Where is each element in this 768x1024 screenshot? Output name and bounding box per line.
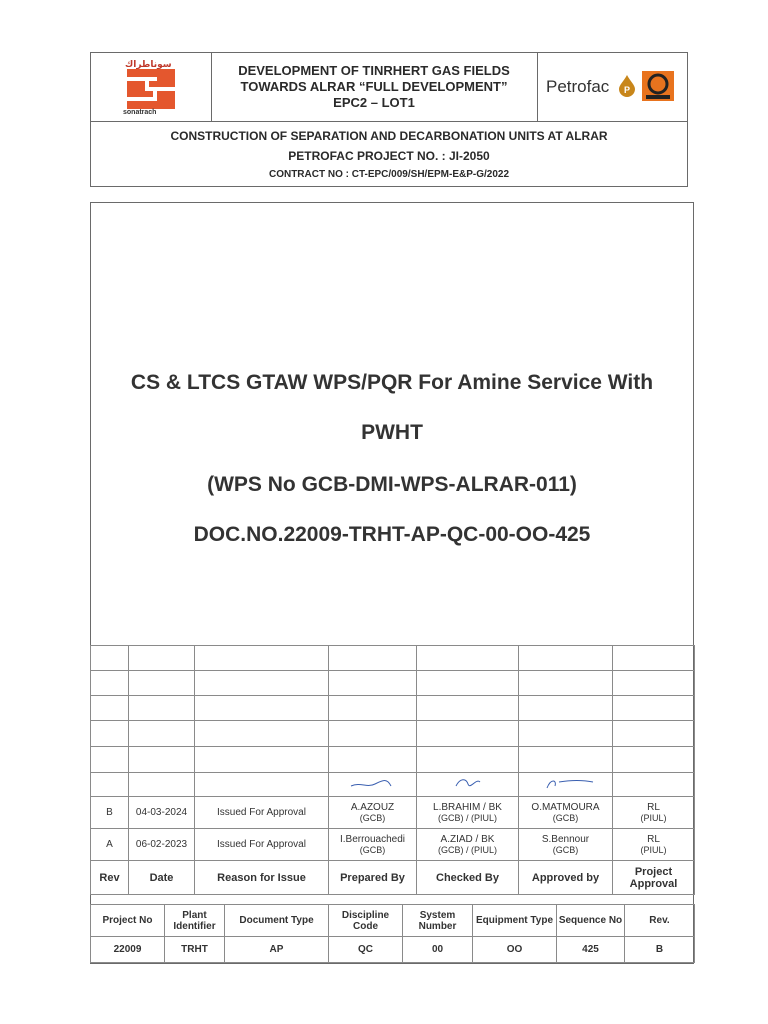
header-rev: Rev. [625, 905, 695, 937]
rev-prepared-by [329, 797, 417, 829]
value-sequence-no: 425 [557, 937, 625, 963]
checked-name: A.ZIAD / BK [440, 834, 495, 845]
prepared-org: (GCB) [359, 813, 386, 823]
rev-approved-by [519, 829, 613, 861]
contract-number: CONTRACT NO : CT-EPC/009/SH/EPM-E&P-G/2022 [268, 169, 510, 180]
contractor-logo-cell [537, 53, 690, 121]
approved-org: (GCB) [552, 845, 579, 855]
header-project-no: Project No [91, 905, 165, 937]
header-document-type: Document Type [225, 905, 329, 937]
header-date: Date [129, 861, 195, 895]
checked-name: L.BRAHIM / BK [433, 802, 502, 813]
prepared-name: A.AZOUZ [350, 802, 395, 813]
value-plant-identifier: TRHT [165, 937, 225, 963]
rev-approved-by [519, 797, 613, 829]
rev-reason: Issued For Approval [195, 829, 329, 861]
project-title-cell [211, 53, 537, 121]
project-title-line-1: DEVELOPMENT OF TINRHERT GAS FIELDS [238, 63, 510, 78]
revision-table [90, 645, 695, 895]
project-approver: RL [647, 802, 660, 813]
empty-revision-row [91, 696, 695, 721]
header-system-number: System Number [403, 905, 473, 937]
sonatrach-name: sonatrach [123, 109, 157, 116]
checker-signature [417, 773, 519, 797]
rev-checked-by [417, 829, 519, 861]
signature-icon [531, 774, 601, 792]
header-equipment-type: Equipment Type [473, 905, 557, 937]
sonatrach-arabic-text: سوناطراك [125, 59, 172, 69]
rev-project-approval [613, 829, 695, 861]
approved-org: (GCB) [552, 813, 579, 823]
header-discipline-code: Discipline Code [329, 905, 403, 937]
project-title-line-3: EPC2 – LOT1 [333, 95, 415, 110]
empty-revision-row [91, 721, 695, 747]
rev-checked-by [417, 797, 519, 829]
header-sequence-no: Sequence No [557, 905, 625, 937]
petrofac-project-number: PETROFAC PROJECT NO. : JI-2050 [288, 149, 490, 163]
client-logo-cell [91, 53, 212, 121]
document-identification-table [90, 904, 695, 963]
value-equipment-type: OO [473, 937, 557, 963]
header-rev: Rev [91, 861, 129, 895]
project-approver-org: (PIUL) [640, 813, 667, 823]
value-rev: B [625, 937, 695, 963]
value-system-number: 00 [403, 937, 473, 963]
empty-revision-row [91, 646, 695, 671]
value-project-no: 22009 [91, 937, 165, 963]
signature-icon [343, 774, 403, 792]
partner-logo-icon [642, 71, 674, 101]
empty-revision-row [91, 671, 695, 696]
revision-row [91, 829, 695, 861]
revision-header-row [91, 861, 695, 895]
preparer-signature [329, 773, 417, 797]
prepared-name: I.Berrouachedi [339, 834, 406, 845]
prepared-org: (GCB) [359, 845, 386, 855]
document-header [90, 52, 688, 187]
revision-row [91, 797, 695, 829]
header-reason: Reason for Issue [195, 861, 329, 895]
header-bottom-row [91, 121, 687, 187]
rev-project-approval [613, 797, 695, 829]
rev-reason: Issued For Approval [195, 797, 329, 829]
header-checked-by: Checked By [417, 861, 519, 895]
wps-number: (WPS No GCB-DMI-WPS-ALRAR-011) [207, 473, 577, 496]
rev-date: 06-02-2023 [129, 829, 195, 861]
header-top-row [91, 53, 687, 122]
project-approver: RL [647, 834, 660, 845]
header-plant-identifier: Plant Identifier [165, 905, 225, 937]
signature-icon [438, 774, 498, 792]
approved-name: O.MATMOURA [531, 802, 600, 813]
checked-org: (GCB) / (PIUL) [437, 813, 497, 823]
project-title-line-2: TOWARDS ALRAR “FULL DEVELOPMENT” [240, 79, 508, 94]
signature-row [91, 773, 695, 797]
project-approver-org: (PIUL) [640, 845, 667, 855]
header-project-approval: Project Approval [613, 861, 695, 895]
rev-code: A [91, 829, 129, 861]
rev-code: B [91, 797, 129, 829]
value-discipline-code: QC [329, 937, 403, 963]
empty-revision-row [91, 747, 695, 773]
scope-line: CONSTRUCTION OF SEPARATION AND DECARBONATION UNITS AT ALRAR [170, 129, 608, 143]
svg-text:P: P [623, 85, 631, 95]
document-number: DOC.NO.22009-TRHT-AP-QC-00-OO-425 [193, 523, 591, 546]
header-approved-by: Approved by [519, 861, 613, 895]
identification-value-row [91, 937, 695, 963]
petrofac-wordmark: Petrofac [546, 77, 610, 96]
header-prepared-by: Prepared By [329, 861, 417, 895]
checked-org: (GCB) / (PIUL) [437, 845, 497, 855]
petrofac-drop-icon [618, 75, 636, 97]
document-title-line-1: CS & LTCS GTAW WPS/PQR For Amine Service With [130, 371, 654, 394]
rev-date: 04-03-2024 [129, 797, 195, 829]
sonatrach-logo-icon [127, 69, 175, 109]
document-title-line-2: PWHT [361, 421, 423, 444]
rev-prepared-by [329, 829, 417, 861]
approver-signature [519, 773, 613, 797]
value-document-type: AP [225, 937, 329, 963]
identification-header-row [91, 905, 695, 937]
approved-name: S.Bennour [541, 834, 590, 845]
